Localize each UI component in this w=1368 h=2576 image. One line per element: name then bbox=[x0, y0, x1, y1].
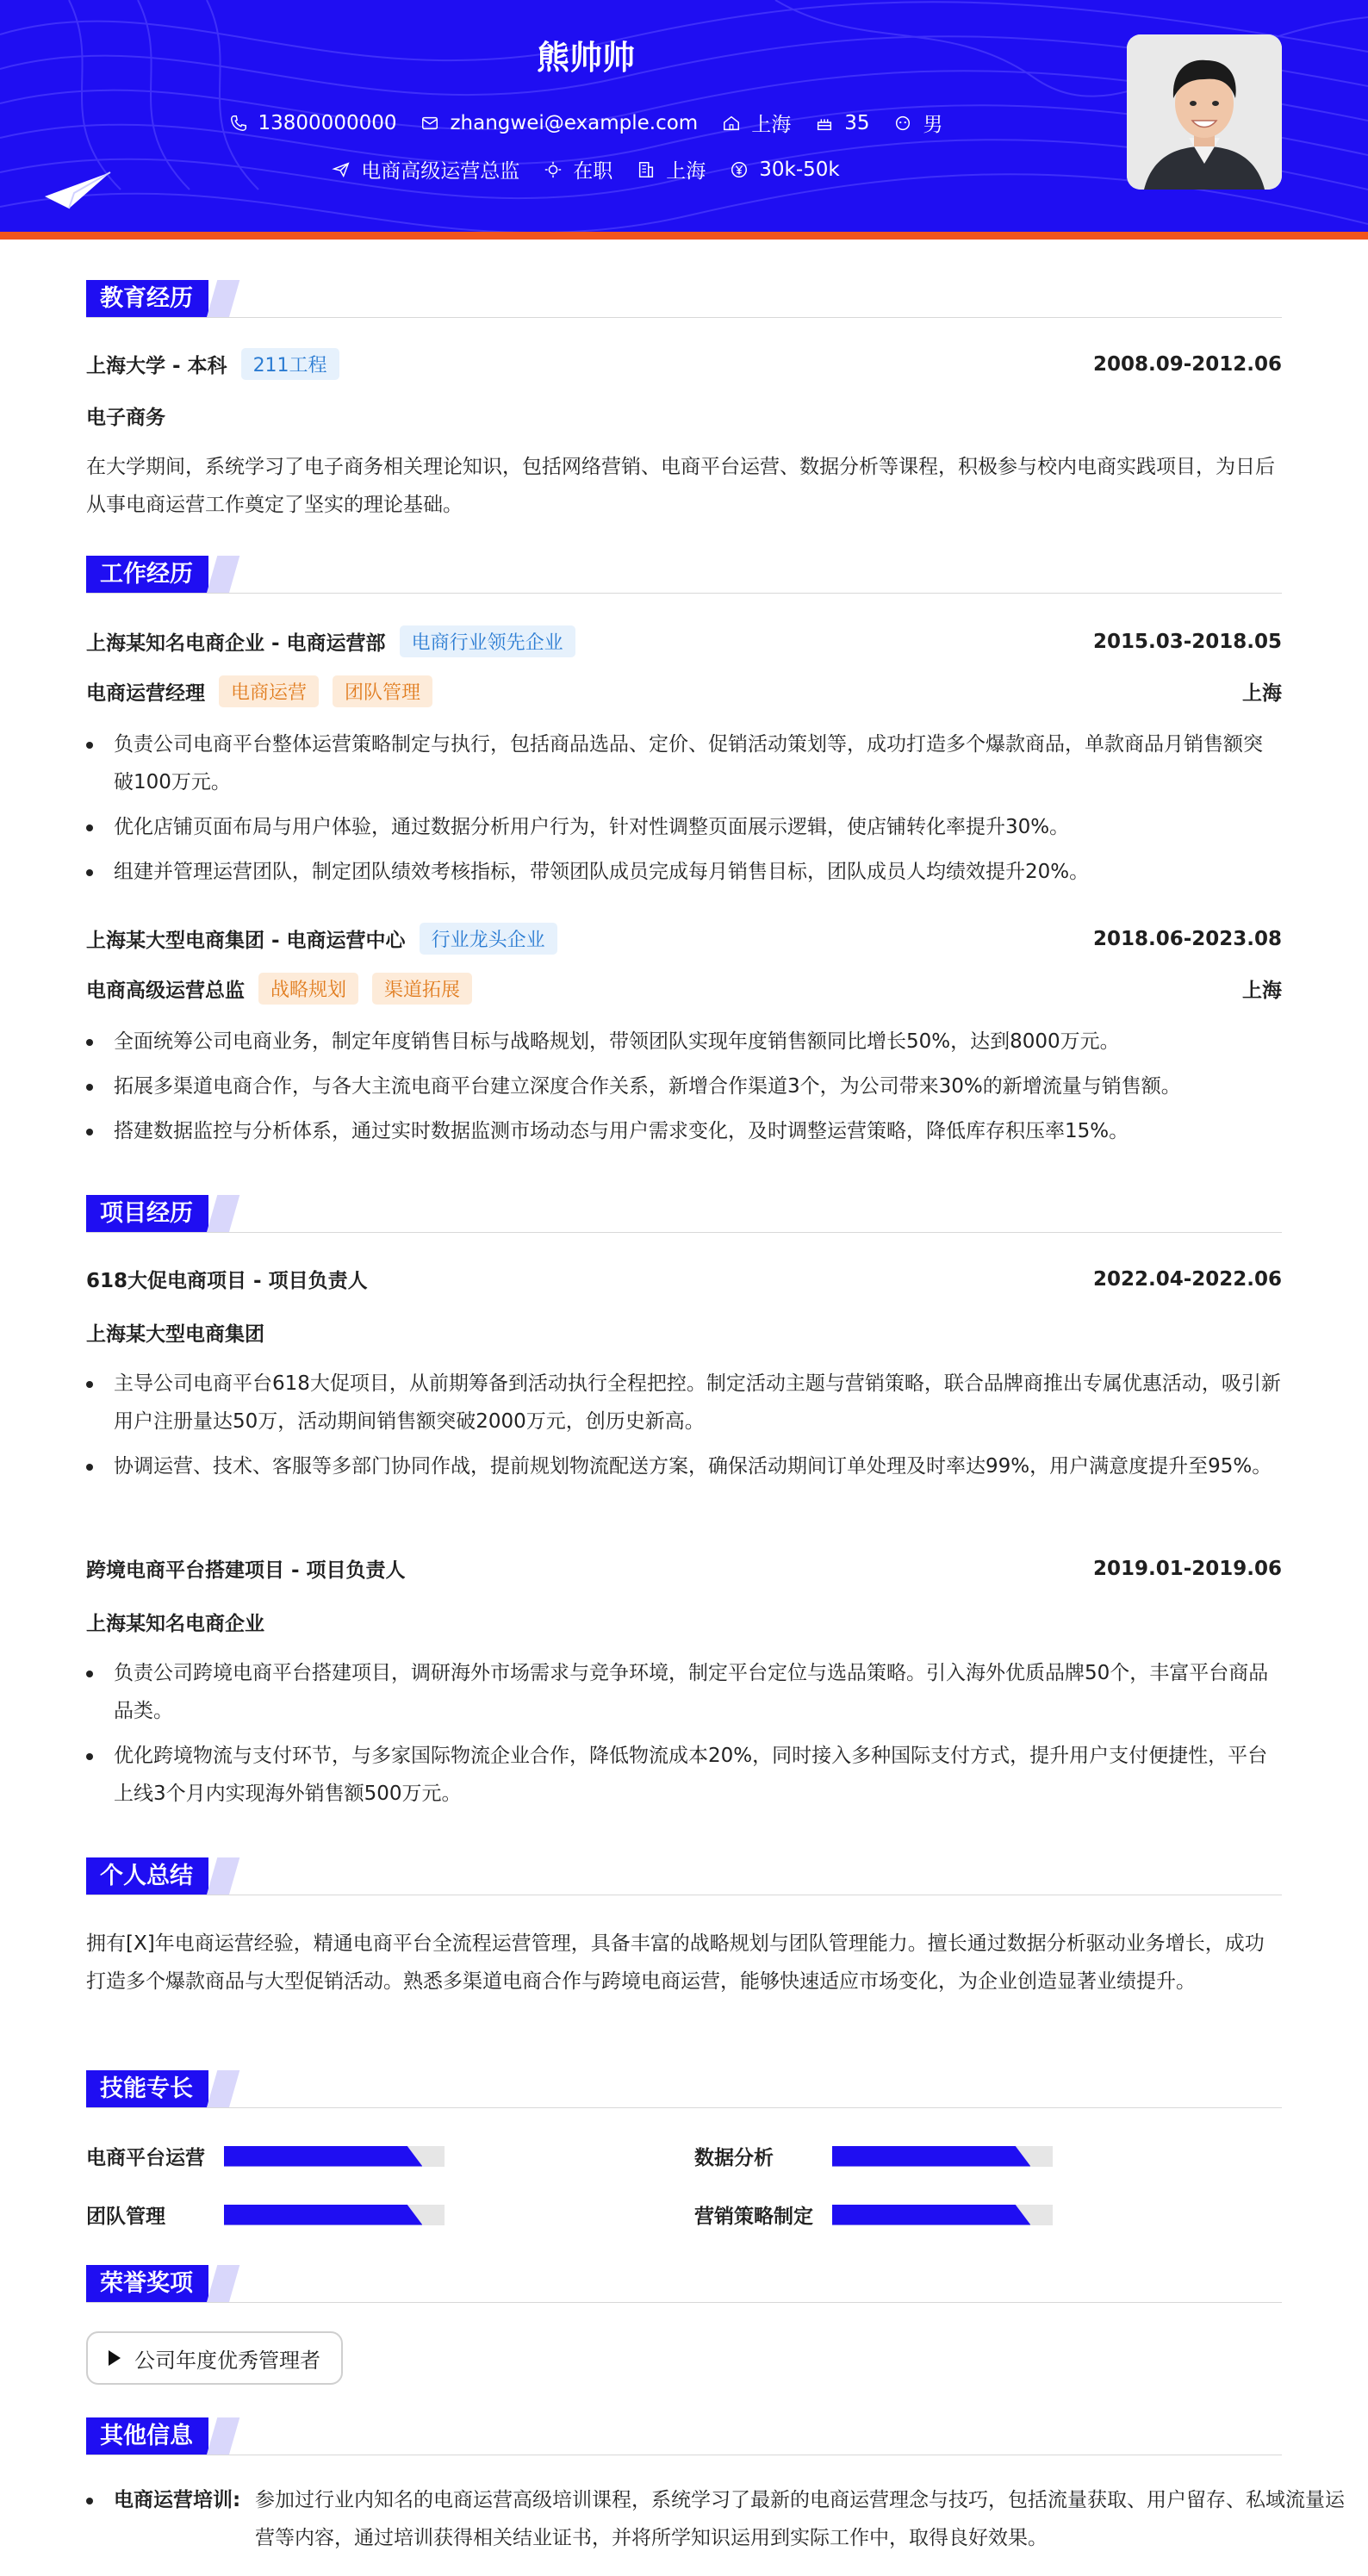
skill-tag: 团队管理 bbox=[333, 675, 432, 707]
section-education bbox=[86, 280, 1282, 318]
section-title: 教育经历 bbox=[86, 280, 208, 318]
city-text: 上海 bbox=[666, 160, 706, 183]
school-name: 上海大学 - 本科 bbox=[86, 355, 227, 377]
gender-info bbox=[893, 109, 942, 137]
other-key: 电商运营培训: bbox=[114, 2489, 241, 2511]
section-work bbox=[86, 556, 1282, 594]
avatar bbox=[1127, 34, 1282, 190]
other-value: 参加过行业内知名的电商运营高级培训课程，系统学习了最新的电商运营理念与技巧，包括流量获取、用户留存、私域流量运营等内容，通过培训获得相关结业证书，并将所学知识运用到实际工作中，取得良好效果。 bbox=[255, 2489, 1345, 2549]
section-projects bbox=[86, 1195, 1282, 1233]
company-tag: 电商行业领先企业 bbox=[400, 625, 575, 657]
list-item: 主导公司电商平台618大促项目，从前期筹备到活动执行全程把控。制定活动主题与营销策略，联合品牌商推出专属优惠活动，吸引新用户注册量达50万，活动期间销售额突破2000万元，创历史新高。 bbox=[86, 1365, 1282, 1440]
bullet-dot bbox=[86, 2498, 93, 2504]
list-item: 全面统筹公司电商业务，制定年度销售目标与战略规划，带领团队实现年度销售额同比增长50%，达到8000万元。 bbox=[86, 1023, 1282, 1061]
work-city: 上海 bbox=[1242, 980, 1282, 1002]
education-date: 2008.09-2012.06 bbox=[1092, 352, 1282, 376]
skill-name: 团队管理 bbox=[86, 2206, 165, 2228]
list-item: 负责公司跨境电商平台搭建项目，调研海外市场需求与竞争环境，制定平台定位与选品策略。引入海外优质品牌50个，丰富平台商品品类。 bbox=[86, 1654, 1282, 1730]
work-date: 2018.06-2023.08 bbox=[1092, 927, 1282, 950]
work-title-row bbox=[86, 675, 1282, 707]
salary-info bbox=[730, 155, 839, 184]
skill-item bbox=[694, 2200, 1053, 2229]
send-icon bbox=[332, 160, 351, 179]
cake-icon bbox=[815, 114, 834, 133]
section-skills bbox=[86, 2070, 1282, 2108]
list-item: 负责公司电商平台整体运营策略制定与执行，包括商品选品、定价、促销活动策划等，成功打造多个爆款商品，单款商品月销售额突破100万元。 bbox=[86, 725, 1282, 801]
work-company-row bbox=[86, 923, 1282, 955]
section-title-tail bbox=[207, 280, 240, 318]
email-icon bbox=[420, 114, 439, 133]
age-text: 35 bbox=[844, 111, 870, 134]
school-tag: 211工程 bbox=[241, 348, 339, 380]
divider bbox=[86, 2107, 1282, 2108]
skill-name: 数据分析 bbox=[694, 2147, 774, 2169]
salary-text: 30k-50k bbox=[759, 158, 840, 181]
section-title: 项目经历 bbox=[86, 1195, 208, 1233]
company-tag: 行业龙头企业 bbox=[420, 923, 557, 955]
section-title: 其他信息 bbox=[86, 2417, 208, 2455]
resume-header bbox=[0, 0, 1368, 240]
building-icon bbox=[637, 160, 656, 179]
work-bullets bbox=[86, 1023, 1282, 1157]
project-name: 618大促电商项目 - 项目负责人 bbox=[86, 1270, 368, 1292]
section-title-tail bbox=[207, 1195, 240, 1233]
list-item: 优化店铺页面布局与用户体验，通过数据分析用户行为，针对性调整页面展示逻辑，使店铺转化率提升30%。 bbox=[86, 808, 1282, 846]
project-date: 2022.04-2022.06 bbox=[1092, 1267, 1282, 1291]
project-org: 上海某知名电商企业 bbox=[86, 1613, 264, 1635]
skill-name: 营销策略制定 bbox=[694, 2206, 813, 2228]
skill-tag: 渠道拓展 bbox=[372, 973, 472, 1005]
position-info bbox=[332, 155, 519, 184]
gender-text: 男 bbox=[923, 114, 943, 136]
paper-plane-icon bbox=[43, 171, 112, 210]
section-title: 工作经历 bbox=[86, 556, 208, 594]
status-info bbox=[544, 155, 612, 184]
home-icon bbox=[722, 114, 741, 133]
project-row bbox=[86, 1265, 1282, 1293]
play-triangle-icon bbox=[109, 2350, 121, 2366]
email-text: zhangwei@example.com bbox=[450, 111, 699, 134]
city-info bbox=[637, 155, 706, 184]
email-info bbox=[420, 109, 698, 137]
section-title-tail bbox=[207, 556, 240, 594]
work-title-row bbox=[86, 973, 1282, 1005]
skill-tag: 战略规划 bbox=[258, 973, 358, 1005]
home-text: 上海 bbox=[751, 114, 792, 136]
section-title-tail bbox=[207, 2265, 240, 2303]
phone-text: 13800000000 bbox=[258, 111, 397, 134]
section-title: 个人总结 bbox=[86, 1857, 208, 1895]
skill-name: 电商平台运营 bbox=[86, 2147, 205, 2169]
list-item: 搭建数据监控与分析体系，通过实时数据监测市场动态与用户需求变化，及时调整运营策略，降低库存积压率15%。 bbox=[86, 1112, 1282, 1150]
header-accent-stripe bbox=[0, 232, 1368, 240]
project-date: 2019.01-2019.06 bbox=[1092, 1557, 1282, 1580]
list-item: 协调运营、技术、客服等多部门协同作战，提前规划物流配送方案，确保活动期间订单处理及时率达99%，用户满意度提升至95%。 bbox=[86, 1447, 1282, 1485]
section-summary bbox=[86, 1857, 1282, 1895]
work-company-row bbox=[86, 625, 1282, 657]
divider bbox=[86, 1232, 1282, 1233]
avatar-portrait bbox=[1127, 34, 1282, 190]
work-date: 2015.03-2018.05 bbox=[1092, 630, 1282, 653]
section-title: 技能专长 bbox=[86, 2070, 208, 2108]
skill-item bbox=[86, 2142, 445, 2170]
phone-info bbox=[229, 109, 397, 137]
section-other bbox=[86, 2417, 1282, 2455]
gender-icon bbox=[893, 114, 912, 133]
status-icon bbox=[544, 160, 563, 179]
skill-bar-fill bbox=[224, 2205, 422, 2225]
honor-item bbox=[86, 2331, 343, 2385]
company-name: 上海某大型电商集团 - 电商运营中心 bbox=[86, 930, 406, 952]
summary-text: 拥有[X]年电商运营经验，精通电商平台全流程运营管理，具备丰富的战略规划与团队管理能力。擅长通过数据分析驱动业务增长，成功打造多个爆款商品与大型促销活动。熟悉多渠道电商合作与跨境电商运营，能够快速适应市场变化，为企业创造显著业绩提升。 bbox=[86, 1932, 1265, 1993]
work-city: 上海 bbox=[1242, 682, 1282, 705]
skill-bar bbox=[224, 2205, 445, 2225]
project-row bbox=[86, 1554, 1282, 1583]
skill-bar-fill bbox=[832, 2146, 1030, 2167]
education-row bbox=[86, 348, 1282, 380]
project-bullets bbox=[86, 1365, 1282, 1492]
skill-bar-fill bbox=[832, 2205, 1030, 2225]
section-honors bbox=[86, 2265, 1282, 2303]
skill-bar bbox=[832, 2205, 1053, 2225]
job-title: 电商运营经理 bbox=[86, 682, 205, 705]
major: 电子商务 bbox=[86, 407, 165, 429]
section-title-tail bbox=[207, 2417, 240, 2455]
list-item: 优化跨境物流与支付环节，与多家国际物流企业合作，降低物流成本20%，同时接入多种国际支付方式，提升用户支付便捷性，平台上线3个月内实现海外销售额500万元。 bbox=[86, 1737, 1282, 1813]
contact-row bbox=[0, 109, 1172, 137]
status-text: 在职 bbox=[573, 160, 613, 183]
education-description: 在大学期间，系统学习了电子商务相关理论知识，包括网络营销、电商平台运营、数据分析等课程，积极参与校内电商实践项目，为日后从事电商运营工作奠定了坚实的理论基础。 bbox=[86, 456, 1275, 516]
skill-tag: 电商运营 bbox=[219, 675, 319, 707]
divider bbox=[86, 593, 1282, 594]
skill-item bbox=[86, 2200, 445, 2229]
position-text: 电商高级运营总监 bbox=[361, 160, 520, 183]
work-bullets bbox=[86, 725, 1282, 898]
divider bbox=[86, 317, 1282, 318]
job-title: 电商高级运营总监 bbox=[86, 980, 245, 1002]
age-info bbox=[815, 109, 869, 137]
skill-bar-fill bbox=[224, 2146, 422, 2167]
job-intent-row bbox=[0, 155, 1172, 184]
skill-bar bbox=[832, 2146, 1053, 2167]
project-org: 上海某大型电商集团 bbox=[86, 1323, 264, 1346]
divider bbox=[86, 2302, 1282, 2303]
home-info bbox=[722, 109, 791, 137]
project-bullets bbox=[86, 1654, 1282, 1820]
list-item: 组建并管理运营团队，制定团队绩效考核指标，带领团队成员完成每月销售目标，团队成员人均绩效提升20%。 bbox=[86, 853, 1282, 891]
section-title-tail bbox=[207, 1857, 240, 1895]
project-name: 跨境电商平台搭建项目 - 项目负责人 bbox=[86, 1559, 406, 1582]
skill-item bbox=[694, 2142, 1053, 2170]
skill-bar bbox=[224, 2146, 445, 2167]
list-item: 拓展多渠道电商合作，与各大主流电商平台建立深度合作关系，新增合作渠道3个，为公司带来30%的新增流量与销售额。 bbox=[86, 1067, 1282, 1105]
yen-icon bbox=[730, 160, 749, 179]
honor-text: 公司年度优秀管理者 bbox=[134, 2348, 320, 2373]
phone-icon bbox=[229, 114, 248, 133]
company-name: 上海某知名电商企业 - 电商运营部 bbox=[86, 632, 386, 655]
candidate-name: 熊帅帅 bbox=[536, 39, 635, 77]
section-title: 荣誉奖项 bbox=[86, 2265, 208, 2303]
section-title-tail bbox=[207, 2070, 240, 2108]
